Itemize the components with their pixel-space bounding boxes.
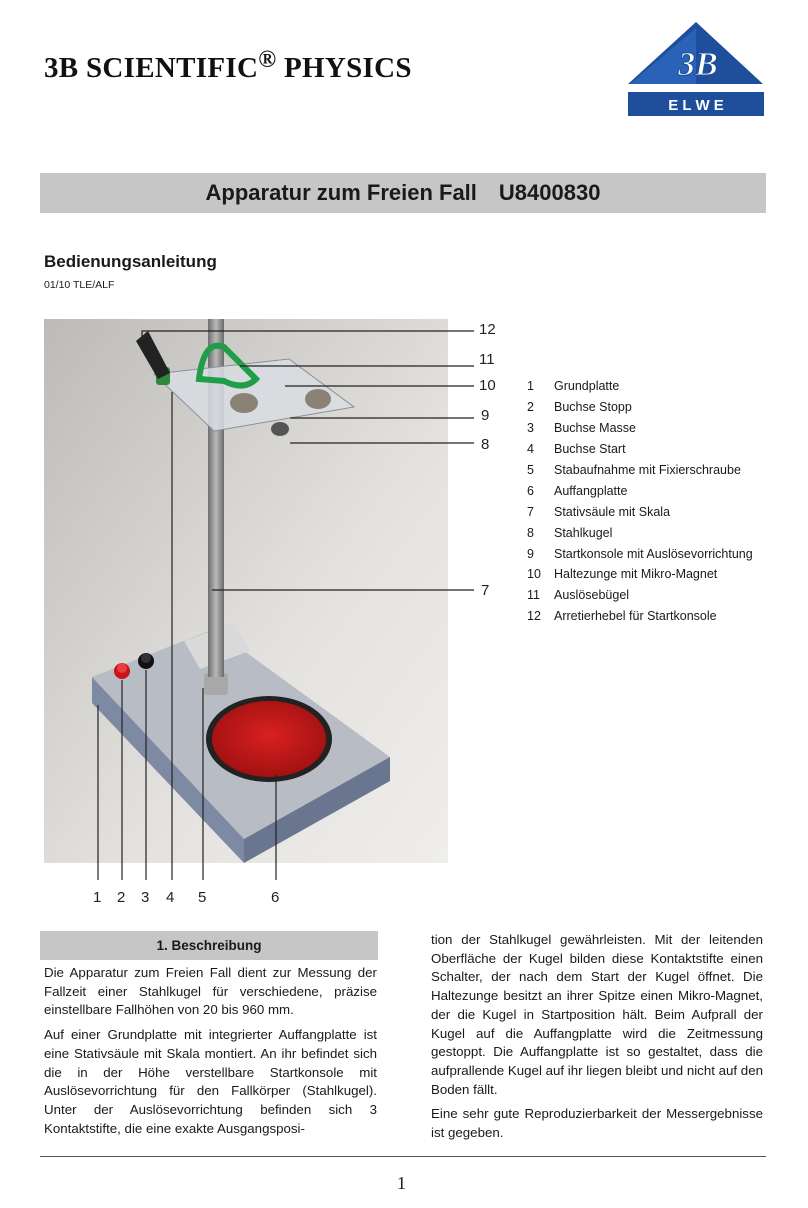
callout-8: 8 (481, 436, 490, 453)
legend-row: 5 Stabaufnahme mit Fixierschraube (527, 463, 741, 477)
callout-1: 1 (93, 889, 102, 906)
brand-heading: 3B SCIENTIFIC® PHYSICS (44, 47, 412, 84)
text-column-right (431, 931, 763, 1149)
legend-row: 8 Stahlkugel (527, 525, 613, 540)
callout-10: 10 (479, 377, 496, 394)
legend-row: 1 Grundplatte (527, 379, 620, 394)
legend-row: 4 Buchse Start (527, 442, 626, 457)
apparatus-photo (44, 319, 448, 863)
text-column-left (44, 964, 377, 1144)
legend-row: 6 Auffangplatte (527, 483, 628, 498)
legend-row: 7 Stativsäule mit Skala (527, 504, 671, 519)
callout-9: 9 (481, 407, 490, 424)
page-title: Apparatur zum Freien Fall (205, 180, 477, 205)
legend-row: 3 Buchse Masse (527, 421, 636, 436)
footer-rule (40, 1156, 766, 1157)
legend-row: 11 Auslösebügel (527, 588, 630, 603)
paragraph: Die Apparatur zum Freien Fall dient zur Messung der Fallzeit einer Stahlkugel für verschiedene, präzise einstellbare Fallhöhen von 20 bis 960 mm. (44, 965, 377, 1018)
paragraph: Auf einer Grundplatte mit integrierter Auffangplatte ist eine Stativsäule mit Skala montiert. An ihr befindet sich die in der Höhe verstellbare Startkonsole mit Auslösevorrichtung für den Fallkörper (Stahlkugel). Unter der Auslösevorrichtung befinden sich 3 Kontaktstifte, die eine exakte Ausgangsposi- (44, 1027, 377, 1136)
logo-3b-text: 3B (678, 46, 718, 83)
callout-12: 12 (479, 321, 496, 338)
product-code: U8400830 (498, 180, 601, 205)
page-number: 1 (397, 1173, 406, 1193)
callout-2: 2 (117, 889, 126, 906)
logo-band-text: E L W E (668, 97, 724, 114)
legend-row: 9 Startkonsole mit Auslösevorrichtung (527, 546, 753, 561)
callout-11: 11 (479, 351, 495, 368)
callout-6: 6 (271, 889, 280, 906)
legend-row: 2 Buchse Stopp (527, 400, 632, 415)
logo-graphic (626, 20, 764, 118)
legend-row: 12 Arretierhebel für Startkonsole (527, 609, 717, 624)
parts-legend (527, 376, 777, 627)
callout-7: 7 (481, 582, 490, 599)
callout-3: 3 (141, 889, 150, 906)
callout-4: 4 (166, 889, 175, 906)
elwe-logo (626, 20, 764, 118)
doc-reference: 01/10 TLE/ALF (44, 279, 115, 291)
subtitle: Bedienungsanleitung (44, 252, 217, 271)
paragraph: Eine sehr gute Reproduzierbarkeit der Messergebnisse ist gegeben. (431, 1106, 763, 1141)
title-bar (40, 173, 766, 213)
paragraph: tion der Stahlkugel gewährleisten. Mit der leitenden Oberfläche der Kugel bilden diese Kontaktstifte einen Schalter, der nach dem Start der Kugel öffnet. Die Haltezunge besitzt an ihrer Spitze einen Mikro-Magnet, der die Kugel in Startposition hält. Beim Aufprall der Kugel auf die Auffangplatte wird die Zeitmessung gestoppt. Die Auffangplatte ist so gestaltet, dass die aufprallende Kugel auf ihr liegen bleibt und nicht auf den Boden fällt. (431, 932, 763, 1097)
callout-5: 5 (198, 889, 207, 906)
legend-row: 10 Haltezunge mit Mikro-Magnet (527, 567, 718, 582)
section-heading: 1. Beschreibung (40, 931, 378, 960)
